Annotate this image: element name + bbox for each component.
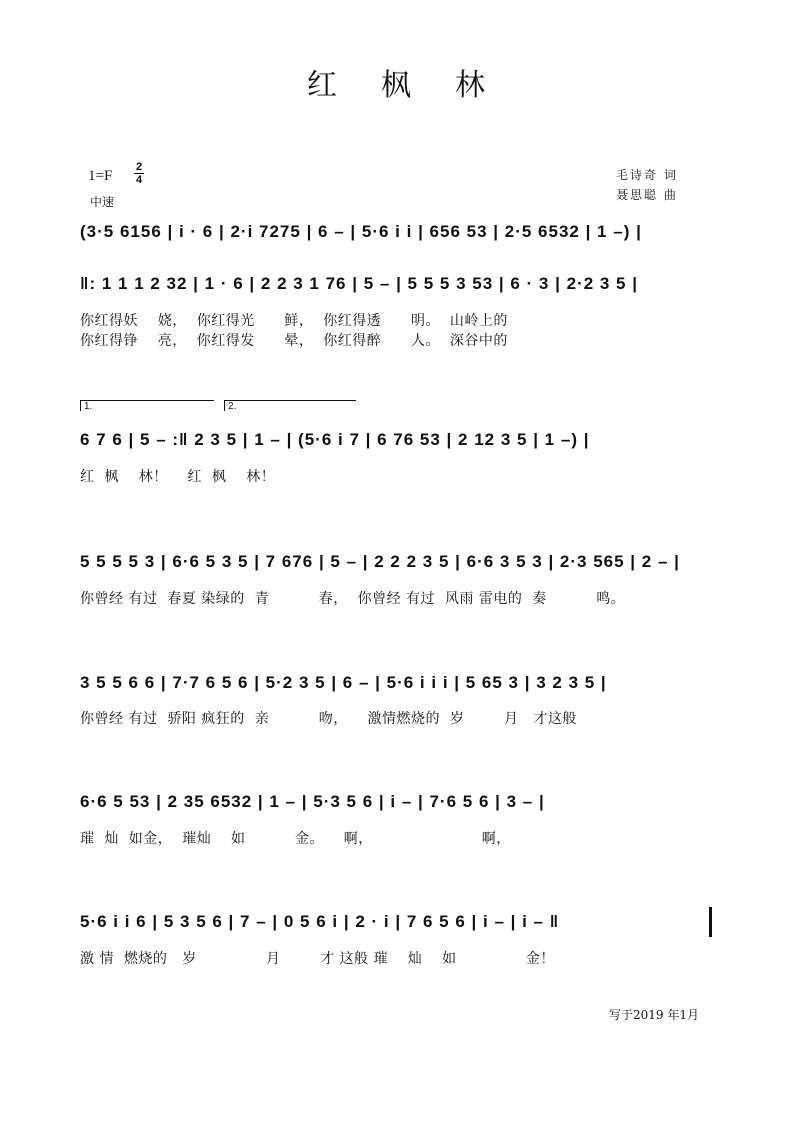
final-barline <box>709 907 712 937</box>
lyric-line-2-verse-1: 你红得妖 娆， 你红得光 鲜， 你红得透 明。 山岭上的 <box>80 313 508 329</box>
footer-date: 写于2019 年1月 <box>609 1008 699 1022</box>
lyric-line-3: 红 枫 林！ 红 枫 林！ <box>80 469 276 485</box>
score-line-3: 6 7 6 | 5 – :‖ 2 3 5 | 1 – | (5·6 i 7 | 6 76 53 | 2 12 3 5 | 1 –) | <box>80 430 590 449</box>
score-line-7: 5·6 i i 6 | 5 3 5 6 | 7 – | 0 5 6 i | 2 · i | 7 6 5 6 | i – | i – ‖ <box>80 912 560 931</box>
score-line-4: 5 5 5 5 3 | 6·6 5 3 5 | 7 676 | 5 – | 2 2 2 3 5 | 6·6 3 5 3 | 2·3 565 | 2 – | <box>80 552 680 571</box>
time-signature <box>134 162 144 185</box>
lyric-line-6: 璀 灿 如金， 璀灿 如 金。 啊， 啊， <box>80 831 511 847</box>
score-line-1: (3·5 6156 | i · 6 | 2·i 7275 | 6 – | 5·6 i i | 656 53 | 2·5 6532 | 1 –) | <box>80 222 642 241</box>
second-ending-bracket: 2. <box>224 400 356 411</box>
key-signature: 1=F <box>88 168 113 184</box>
lyricist-credit: 毛诗奇 词 <box>616 168 678 182</box>
lyric-line-5: 你曾经 有过 骄阳 疯狂的 亲 吻， 激情燃烧的 岁 月 才这般 <box>80 711 577 727</box>
time-signature-bottom: 4 <box>135 174 143 186</box>
tempo-marking: 中速 <box>90 195 115 209</box>
lyric-line-7: 激 情 燃烧的 岁 月 才 这般 璀 灿 如 金！ <box>80 951 555 967</box>
lyric-line-4: 你曾经 有过 春夏 染绿的 青 春， 你曾经 有过 风雨 雷电的 奏 鸣。 <box>80 591 626 607</box>
time-signature-top: 2 <box>135 161 143 173</box>
score-line-2: ‖: 1 1 1 2 32 | 1 · 6 | 2 2 3 1 76 | 5 – | 5 5 5 3 53 | 6 · 3 | 2·2 3 5 | <box>80 274 638 293</box>
song-title: 红枫林 <box>307 68 529 103</box>
score-line-6: 6·6 5 53 | 2 35 6532 | 1 – | 5·3 5 6 | i – | 7·6 5 6 | 3 – | <box>80 792 545 811</box>
lyric-line-2-verse-2: 你红得铮 亮， 你红得发 晕， 你红得醉 人。 深谷中的 <box>80 333 508 349</box>
first-ending-bracket: 1. <box>80 400 214 411</box>
composer-credit: 聂思聪 曲 <box>616 188 678 202</box>
score-line-5: 3 5 5 6 6 | 7·7 6 5 6 | 5·2 3 5 | 6 – | 5·6 i i i | 5 65 3 | 3 2 3 5 | <box>80 673 607 692</box>
